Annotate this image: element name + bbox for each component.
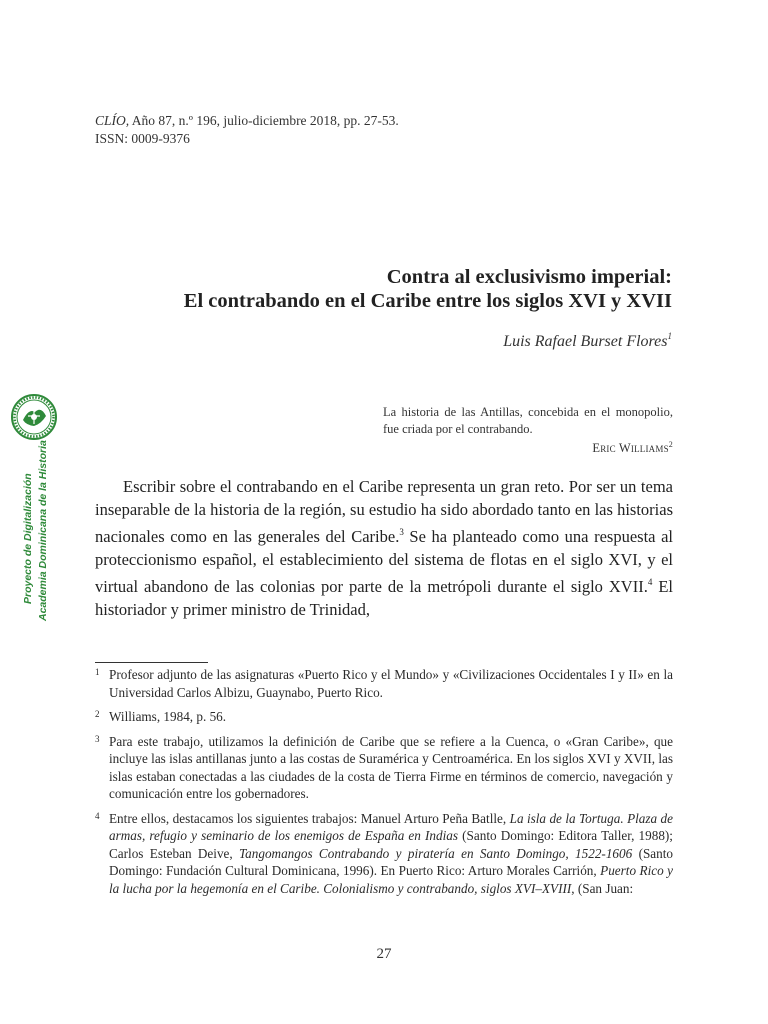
watermark-academy: Academia Dominicana de la Historia [37,440,49,621]
footnote-number: 1 [95,667,100,677]
author-text: Luis Rafael Burset Flores [503,333,668,350]
footnote-number: 3 [95,733,100,744]
footnote-ref-4[interactable]: 4 [647,577,653,587]
issue-info: Año 87, n.º 196, julio-diciembre 2018, pp. 27-53. [129,113,399,128]
fn4-part: (Santo Domingo: Editora Taller, 1988); Carlos Esteban Deive, [109,828,673,861]
digitization-watermark [8,394,60,624]
body-text-3: El historiador y primer ministro de Trinidad, [95,577,673,619]
footnote-number: 4 [95,810,100,821]
author-name [503,331,672,351]
epigraph-author: Eric Williams [592,441,669,455]
footnote-4 [95,810,673,898]
title-line-2: El contrabando en el Caribe entre los siglos XVI y XVII [183,290,672,312]
footnote-1 [95,666,673,701]
book-title: La isla de la Tortuga. Plaza de armas, refugio y seminario de los enemigos de España en Indias [109,810,673,843]
title-line-1: Contra al exclusivismo imperial: [386,266,672,288]
footnotes [95,666,673,904]
footnote-text: Williams, 1984, p. 56. [109,709,227,724]
epigraph [383,404,673,457]
footnote-text: Para este trabajo, utilizamos la definición de Caribe que se refiere a la Cuenca, o «Gran Caribe», que incluye las islas antillanas junto a las costas de Suramérica y Centroamérica. En los siglos XVI y XVII, las islas estaban conectadas a las ciudades de la costa de Tierra Firme en términos de comercio, navegación y comunicación entre los gobernadores. [109,733,673,801]
body-paragraph [95,476,673,621]
epigraph-attribution [383,437,673,457]
watermark-project: Proyecto de Digitalización [22,473,34,604]
fn4-part: Entre ellos, destacamos los siguientes trabajos: Manuel Arturo Peña Batlle, [109,810,510,826]
epigraph-text: La historia de las Antillas, concebida en el monopolio, fue criada por el contrabando. [383,405,673,436]
footnote-divider [95,662,208,663]
footnote-3 [95,733,673,803]
journal-name: CLÍO, [95,113,130,128]
footnote-number: 2 [95,709,100,719]
footnote-text: Profesor adjunto de las asignaturas «Puerto Rico y el Mundo» y «Civilizaciones Occidentales I y II» en la Universidad Carlos Albizu, Guaynabo, Puerto Rico. [109,667,673,700]
body-text-1: Escribir sobre el contrabando en el Caribe representa un gran reto. Por ser un tema inseparable de la historia de la región, su estudio ha sido abordado tanto en las historias nacionales como en las generales del Caribe. [95,477,673,546]
academy-seal-icon [11,394,57,440]
footnote-ref-1[interactable]: 1 [667,331,672,341]
body-text-2: Se ha planteado como una respuesta al proteccionismo español, el establecimiento del sistema de flotas en el siglo XVI, y el virtual abandono de las colonias por parte de la metrópoli durante el siglo XVII. [95,527,673,596]
book-title: Puerto Rico y la lucha por la hegemonía en el Caribe. Colonialismo y contrabando, siglos XVI–XVIII [109,863,673,896]
fn4-part: (Santo Domingo: Fundación Cultural Dominicana, 1996). En Puerto Rico: Arturo Morales Carrión, [109,845,673,878]
fn4-part: , (San Juan: [571,880,634,896]
footnote-2 [95,708,673,726]
footnote-text [109,810,673,898]
journal-reference [95,112,399,148]
issn: ISSN: 0009-9376 [95,131,190,146]
citation-line [95,112,399,130]
article-title [184,265,672,313]
footnote-ref-2[interactable]: 2 [668,440,673,449]
book-title: Tangomangos Contrabando y piratería en Santo Domingo, 1522-1606 [239,845,633,861]
page-number: 27 [376,946,392,962]
footnote-ref-3[interactable]: 3 [399,527,404,537]
